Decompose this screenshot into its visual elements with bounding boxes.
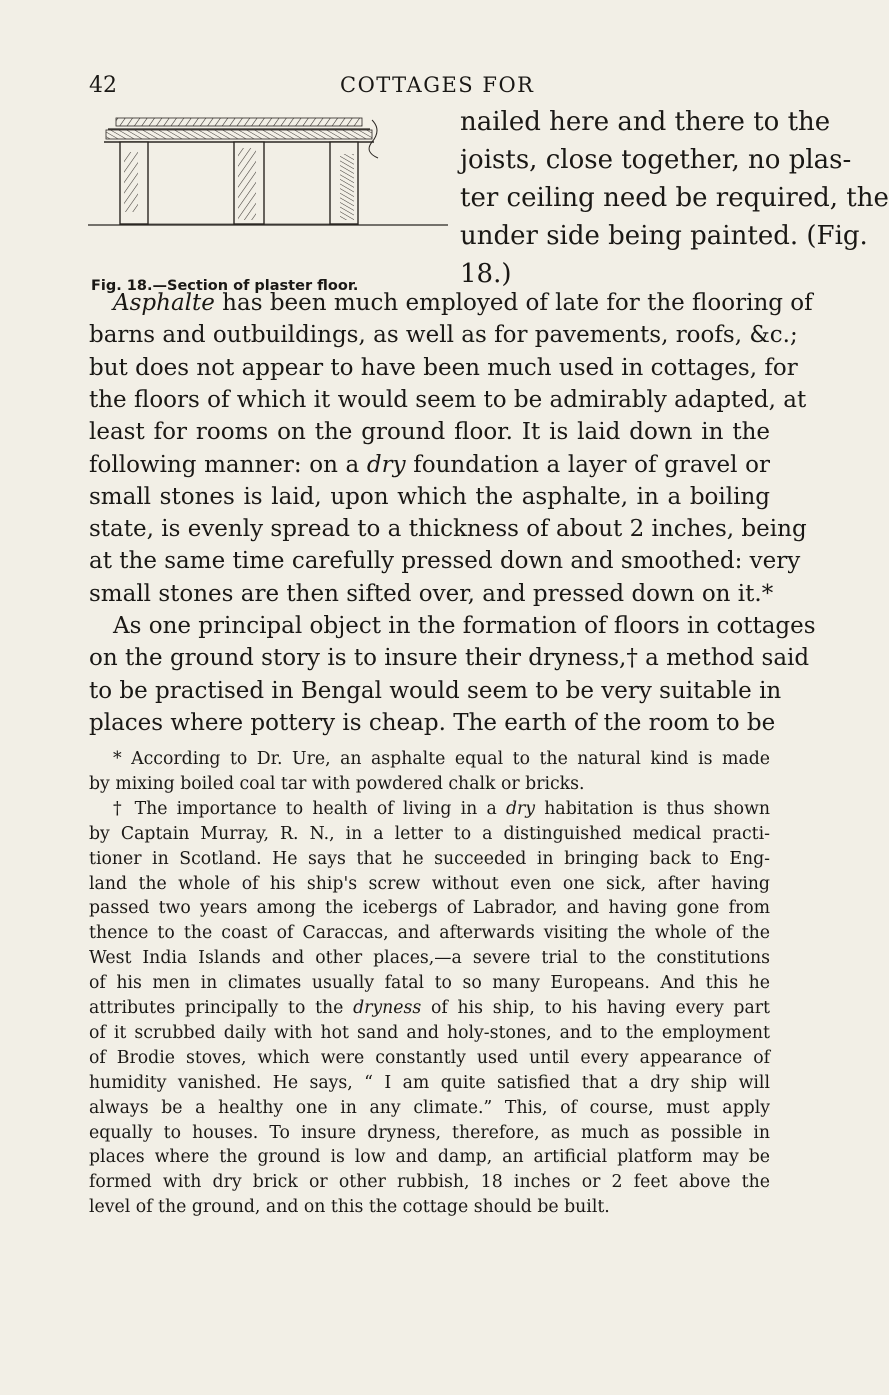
running-title: COTTAGES FOR [340,73,535,97]
fn-line [89,822,770,847]
body-text: small stones are then sifted over, and pressed down on it.* [89,580,774,607]
body-line [89,287,813,319]
fn-text: level of the ground, and on this the cottage should be built. [89,1197,610,1218]
fn-text: attributes principally to the [89,998,354,1018]
fn-line [89,872,770,897]
fn-line [89,772,585,797]
body-line [89,545,801,577]
fn-italic-text: dry [505,798,536,819]
body-text: small stones is laid, upon which the asphalte, in a boiling [89,483,770,510]
fn-text: West India Islands and other places,—a severe trial to the constitutions [89,948,770,969]
fn-line [89,747,770,772]
side-text-line: ter ceiling need be required, the [460,183,889,213]
fn-line [89,1145,770,1170]
fn-text: equally to houses. To insure dryness, therefore, as much as possible in [89,1122,770,1143]
fn-text: * According to Dr. Ure, an asphalte equal to the natural kind is made [113,749,770,769]
fn-text: habitation is thus shown [535,798,770,819]
body-line [89,384,807,416]
figure-18 [88,108,448,294]
body-italic-text: dry [366,451,406,478]
body-line [89,675,782,707]
side-text-line: 18.) [460,259,512,289]
fn-text: humidity vanished. He says, “ I am quite satisfied that a dry ship will [89,1072,770,1093]
body-line [89,610,816,642]
body-text: following manner: on a [89,451,367,478]
body-line [89,449,770,481]
body-line [89,642,810,674]
body-line [89,513,807,545]
body-line [89,352,798,384]
body-text: to be practised in Bengal would seem to be very suitable in [89,677,782,704]
figure-caption: Fig. 18.—Section of plaster floor. [91,278,359,294]
plaster-floor-section-illustration [88,108,448,278]
body-text: at the same time carefully pressed down and smoothed: very [89,548,801,575]
body-text: on the ground story is to insure their dryness,† a method said [89,645,810,672]
side-text-line: nailed here and there to the [460,107,831,137]
fn-line [89,946,770,971]
fn-text: land the whole of his ship's screw without even one sick, after having [89,873,770,894]
fn-text: by Captain Murray, R. N., in a letter to a distinguished medical practi- [89,823,770,844]
body-text: has been much employed of late for the flooring of [214,290,813,316]
fn-line [89,847,770,872]
body-text: places where pottery is cheap. The earth of the room to be [89,709,776,736]
fn-text: thence to the coast of Caraccas, and afterwards visiting the whole of the [89,923,770,944]
fn-line [89,797,770,822]
body-line [89,416,770,448]
fn-text: of his ship, to his having every part [421,998,771,1018]
fn-line [89,1096,770,1121]
body-text: state, is evenly spread to a thickness of about 2 inches, being [89,516,807,543]
body-italic-text: Asphalte [113,290,215,316]
fn-line [89,921,770,946]
fn-line [89,1046,770,1071]
body-line [89,578,773,610]
body-text: foundation a layer of gravel or [405,451,770,478]
fn-line [89,1170,770,1195]
fn-text: always be a healthy one in any climate.” This, of course, must apply [89,1097,770,1118]
side-text-line: joists, close together, no plas- [460,145,852,175]
fn-text: † The importance to health of living in a [113,798,506,819]
fn-line [89,971,770,996]
fn-text: formed with dry brick or other rubbish, 18 inches or 2 feet above the [89,1172,770,1193]
fn-text: of his men in climates usually fatal to so many Europeans. And this he [89,973,770,994]
body-text: but does not appear to have been much used in cottages, for [89,354,798,381]
fn-text: tioner in Scotland. He says that he succeeded in bringing back to Eng- [89,848,770,869]
body-line [89,707,775,739]
fn-text: of it scrubbed daily with hot sand and holy-stones, and to the employment [89,1022,770,1043]
fn-line [89,896,770,921]
page-number: 42 [89,73,117,98]
body-text: As one principal object in the formation of floors in cottages [113,613,816,639]
body-line [89,481,770,513]
fn-line [89,1195,610,1220]
fn-text: by mixing boiled coal tar with powdered chalk or bricks. [89,773,585,794]
fn-text: of Brodie stoves, which were constantly used until every appearance of [89,1047,770,1068]
fn-italic-text: dryness [353,998,422,1018]
body-text: the floors of which it would seem to be admirably adapted, at [89,386,807,413]
body-text: barns and outbuildings, as well as for pavements, roofs, &c.; [89,322,798,349]
fn-line [89,996,770,1021]
fn-line [89,1121,770,1146]
body-text: least for rooms on the ground floor. It is laid down in the [89,419,770,446]
fn-line [89,1071,770,1096]
body-line [89,319,798,351]
fn-text: passed two years among the icebergs of Labrador, and having gone from [89,898,770,919]
fn-text: places where the ground is low and damp, an artificial platform may be [89,1147,770,1168]
side-text-line: under side being painted. (Fig. [460,221,868,251]
fn-line [89,1021,770,1046]
